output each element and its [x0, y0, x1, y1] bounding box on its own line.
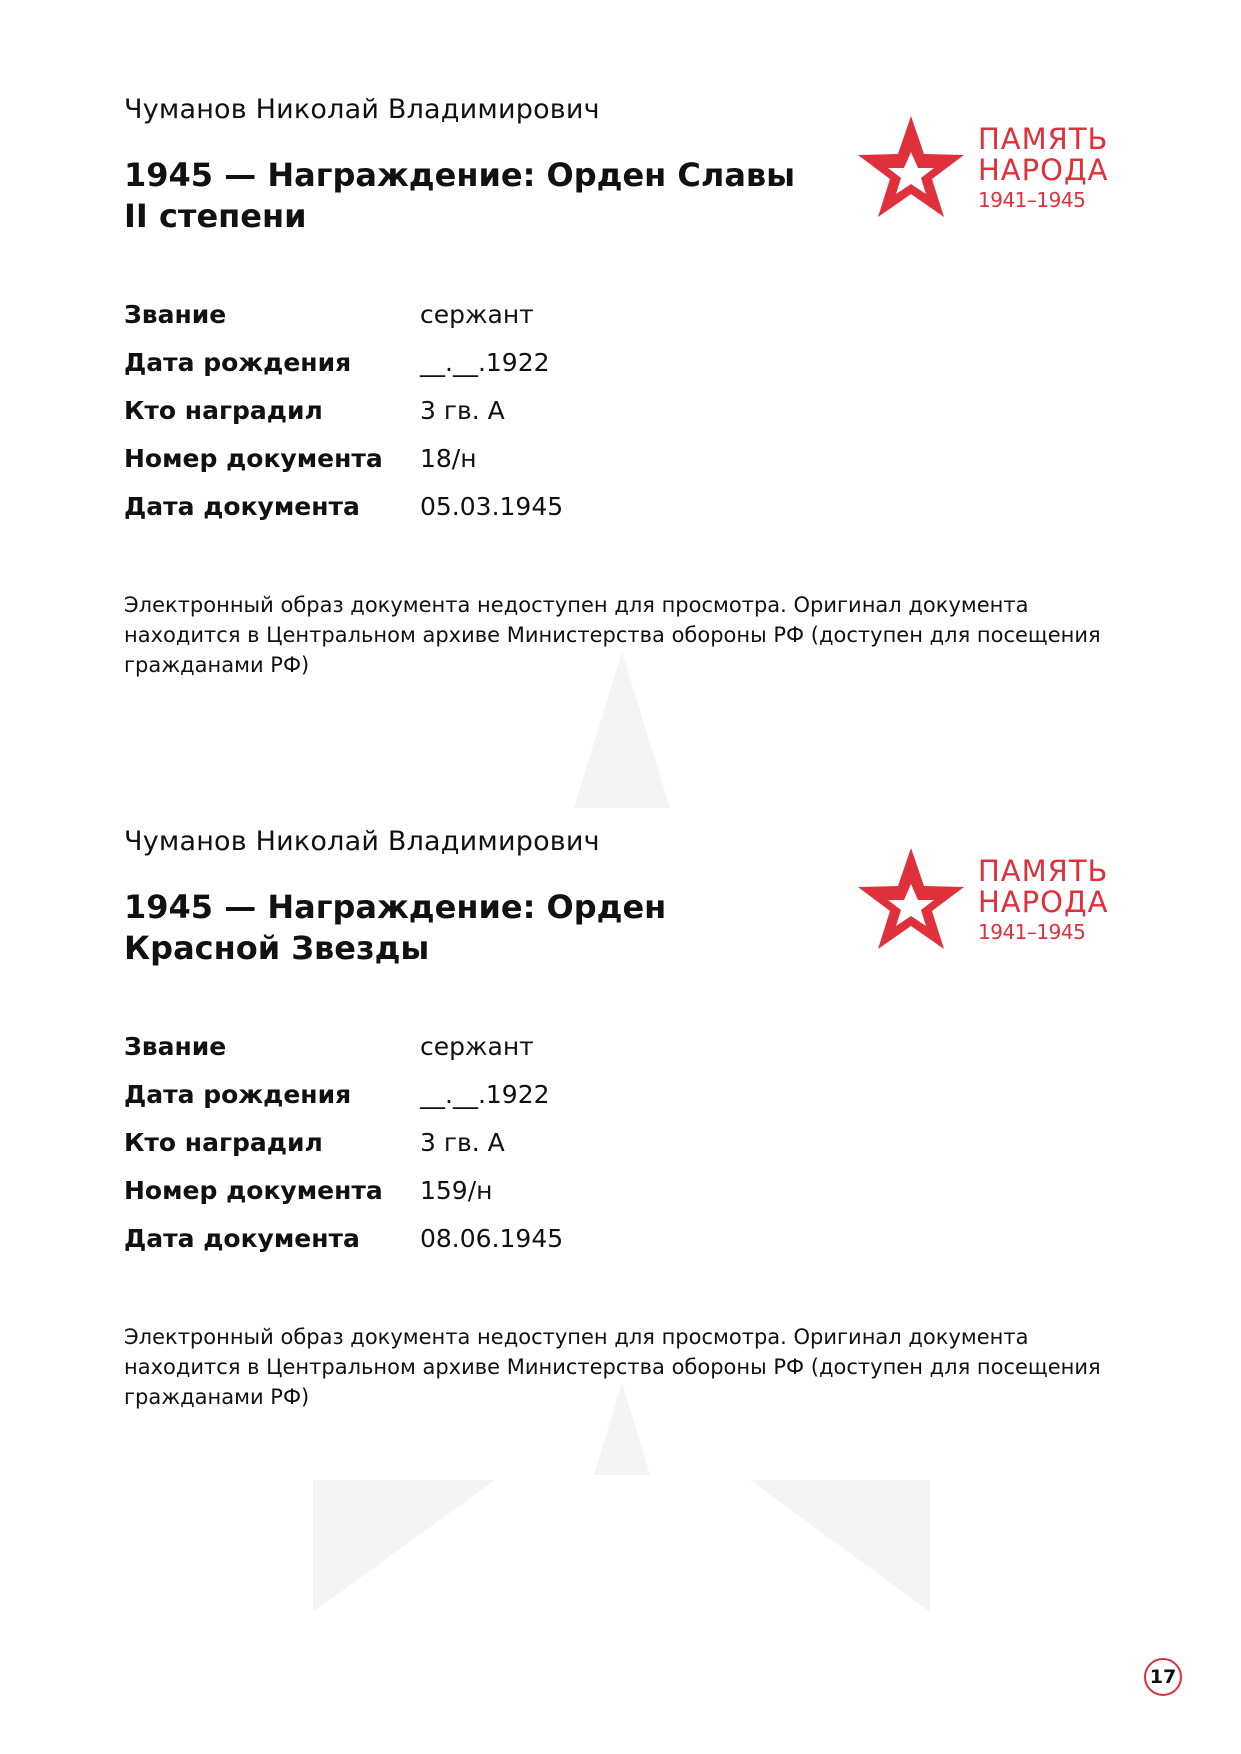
field-row-document-date	[124, 492, 824, 540]
field-label: Дата рождения	[124, 1080, 352, 1109]
field-value: 3 гв. А	[420, 1128, 505, 1157]
logo-text-line1: ПАМЯТЬ	[978, 854, 1109, 888]
field-label: Дата рождения	[124, 348, 352, 377]
logo-years: 1941–1945	[978, 188, 1086, 212]
logo-text-line1: ПАМЯТЬ	[978, 122, 1109, 156]
field-label: Номер документа	[124, 1176, 383, 1205]
field-row-document-number	[124, 1176, 824, 1224]
field-row-document-date	[124, 1224, 824, 1272]
details-list	[124, 1032, 824, 1272]
field-value: __.__.1922	[420, 1080, 550, 1109]
logo-years: 1941–1945	[978, 920, 1086, 944]
page-number: 17	[1144, 1658, 1182, 1696]
document-unavailable-note: Электронный образ документа недоступен для просмотра. Оригинал документа находится в Центральном архиве Министерства обороны РФ (доступен для посещения гражданами РФ)	[124, 593, 1101, 677]
field-value: 159/н	[420, 1176, 493, 1205]
field-label: Кто наградил	[124, 396, 323, 425]
field-label: Кто наградил	[124, 1128, 323, 1157]
pamyat-naroda-logo	[856, 114, 1126, 224]
field-value: 08.06.1945	[420, 1224, 564, 1253]
award-record-1	[124, 94, 1124, 677]
field-value: 3 гв. А	[420, 396, 505, 425]
person-name: Чуманов Николай Владимирович	[124, 826, 600, 857]
field-label: Номер документа	[124, 444, 383, 473]
award-title: 1945 — Награждение: Орден Славы II степени	[124, 156, 796, 235]
field-row-awarded-by	[124, 396, 824, 444]
field-row-awarded-by	[124, 1128, 824, 1176]
red-star-icon	[856, 114, 966, 224]
field-row-birth-date	[124, 348, 824, 396]
field-value: сержант	[420, 1032, 534, 1061]
person-name: Чуманов Николай Владимирович	[124, 94, 600, 125]
field-value: 18/н	[420, 444, 477, 473]
logo-text-line2: НАРОДА	[978, 153, 1109, 187]
field-row-document-number	[124, 444, 824, 492]
field-row-rank	[124, 1032, 824, 1080]
field-value: 05.03.1945	[420, 492, 564, 521]
red-star-icon	[856, 846, 966, 956]
logo-text-line2: НАРОДА	[978, 885, 1109, 919]
field-value: сержант	[420, 300, 534, 329]
details-list	[124, 300, 824, 540]
field-row-birth-date	[124, 1080, 824, 1128]
field-label: Звание	[124, 1032, 227, 1061]
field-value: __.__.1922	[420, 348, 550, 377]
award-title: 1945 — Награждение: Орден Красной Звезды	[124, 888, 667, 967]
document-unavailable-note: Электронный образ документа недоступен для просмотра. Оригинал документа находится в Центральном архиве Министерства обороны РФ (доступен для посещения гражданами РФ)	[124, 1325, 1101, 1409]
field-label: Дата документа	[124, 492, 360, 521]
award-record-2	[124, 826, 1124, 1409]
field-row-rank	[124, 300, 824, 348]
pamyat-naroda-logo	[856, 846, 1126, 956]
field-label: Дата документа	[124, 1224, 360, 1253]
field-label: Звание	[124, 300, 227, 329]
